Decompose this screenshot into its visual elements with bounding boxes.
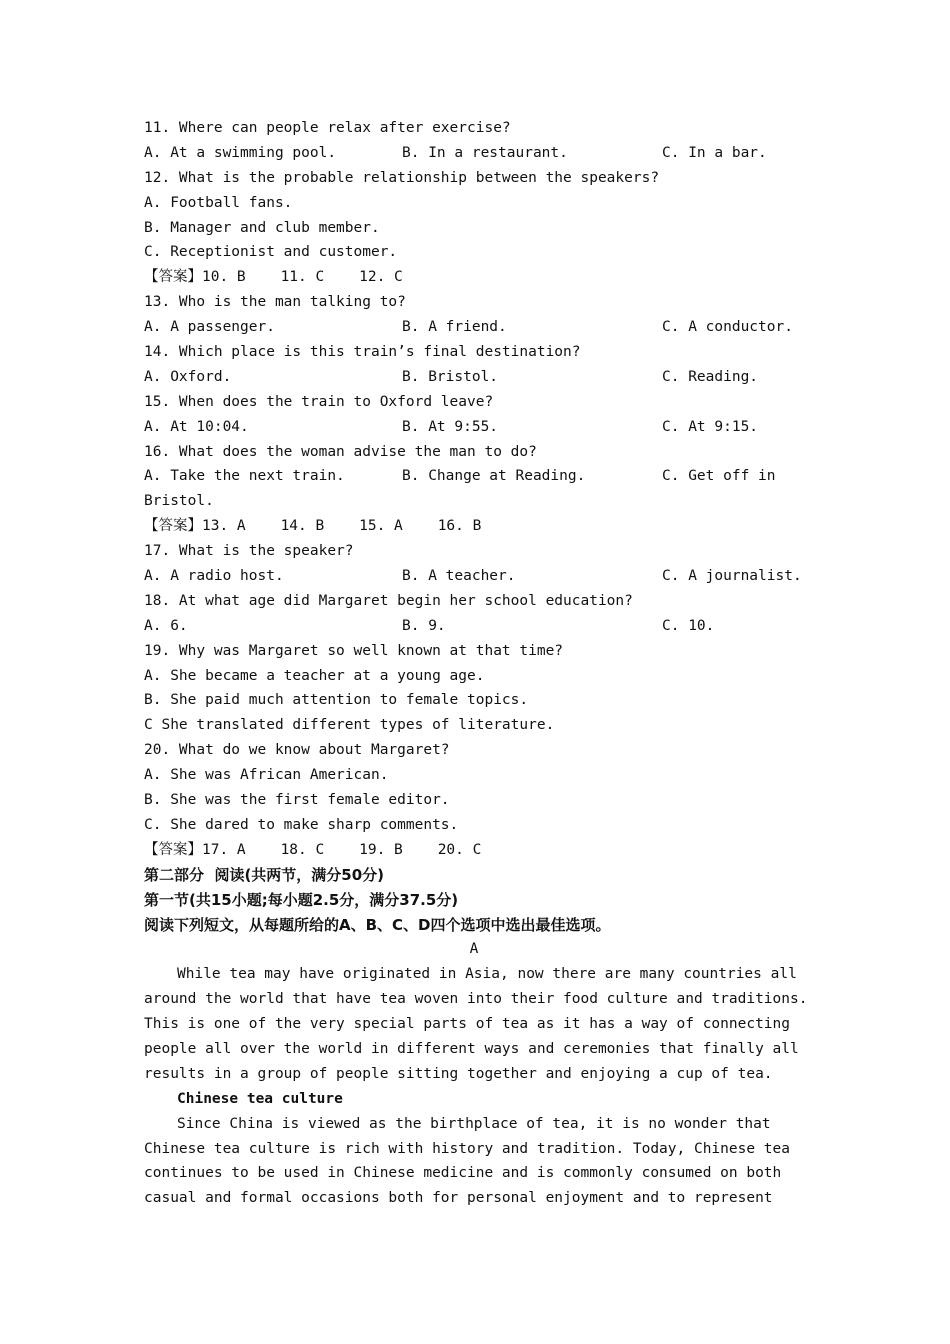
question-18-options — [144, 614, 804, 639]
section-heading: 第一节(共15小题;每小题2.5分，满分37.5分) — [144, 890, 459, 909]
option-c: C. A conductor. — [662, 319, 793, 336]
answer-key: 【答案】17. A 18. C 19. B 20. C — [144, 841, 482, 858]
option-c-continued: Bristol. — [144, 493, 214, 510]
answer-key: 【答案】10. B 11. C 12. C — [144, 269, 403, 286]
option-c: C. 10. — [662, 617, 715, 634]
option-a: A. A radio host. — [144, 568, 284, 585]
option-a: A. She became a teacher at a young age. — [144, 667, 485, 684]
option-a: A. At 10:04. — [144, 418, 249, 435]
question-13-options — [144, 315, 804, 340]
question-15-options — [144, 415, 804, 440]
option-c: C. Reading. — [662, 368, 759, 385]
question-12: 12. What is the probable relationship between the speakers? — [144, 169, 660, 186]
option-a: A. Oxford. — [144, 368, 232, 385]
answer-key: 【答案】13. A 14. B 15. A 16. B — [144, 518, 482, 535]
option-a: A. A passenger. — [144, 319, 275, 336]
question-16-options — [144, 464, 804, 489]
option-b: B. In a restaurant. — [402, 144, 568, 161]
paragraph-line: people all over the world in different ways and ceremonies that finally all — [144, 1040, 799, 1057]
instructions: 阅读下列短文，从每题所给的A、B、C、D四个选项中选出最佳选项。 — [144, 915, 611, 934]
question-15: 15. When does the train to Oxford leave? — [144, 393, 494, 410]
option-b: B. A teacher. — [402, 568, 516, 585]
option-a: A. Take the next train. — [144, 468, 345, 485]
subheading: Chinese tea culture — [177, 1090, 343, 1107]
option-c: C. At 9:15. — [662, 418, 759, 435]
document-page — [144, 116, 808, 1211]
paragraph-line: casual and formal occasions both for personal enjoyment and to represent — [144, 1190, 773, 1207]
question-16: 16. What does the woman advise the man to do? — [144, 443, 537, 460]
option-a: A. At a swimming pool. — [144, 144, 337, 161]
part-heading: 第二部分 阅读(共两节，满分50分) — [144, 865, 385, 884]
option-b: B. She was the first female editor. — [144, 792, 450, 809]
paragraph-line: around the world that have tea woven into their food culture and traditions. — [144, 991, 808, 1008]
option-b: B. Change at Reading. — [402, 468, 586, 485]
option-c: C. Receptionist and customer. — [144, 244, 398, 261]
option-c: C. Get off in — [662, 468, 776, 485]
paragraph-line: Chinese tea culture is rich with history and tradition. Today, Chinese tea — [144, 1140, 791, 1157]
option-a: A. She was African American. — [144, 767, 389, 784]
option-a: A. Football fans. — [144, 194, 293, 211]
option-b: B. Manager and club member. — [144, 219, 380, 236]
question-11-options — [144, 141, 804, 166]
option-a: A. 6. — [144, 617, 188, 634]
passage-title: A — [469, 941, 479, 958]
option-b: B. She paid much attention to female topics. — [144, 692, 529, 709]
paragraph-line: Since China is viewed as the birthplace of tea, it is no wonder that — [177, 1115, 771, 1132]
question-20: 20. What do we know about Margaret? — [144, 742, 450, 759]
paragraph-line: results in a group of people sitting together and enjoying a cup of tea. — [144, 1065, 773, 1082]
option-b: B. At 9:55. — [402, 418, 499, 435]
question-19: 19. Why was Margaret so well known at that time? — [144, 642, 564, 659]
option-c: C. She dared to make sharp comments. — [144, 816, 459, 833]
question-11: 11. Where can people relax after exercise? — [144, 120, 511, 136]
question-13: 13. Who is the man talking to? — [144, 294, 406, 311]
option-b: B. 9. — [402, 617, 446, 634]
option-b: B. Bristol. — [402, 368, 499, 385]
option-c: C She translated different types of literature. — [144, 717, 555, 734]
question-18: 18. At what age did Margaret begin her school education? — [144, 592, 633, 609]
question-17-options — [144, 564, 804, 589]
option-c: C. A journalist. — [662, 568, 802, 585]
paragraph-line: While tea may have originated in Asia, now there are many countries all — [177, 966, 797, 983]
question-14-options — [144, 365, 804, 390]
question-17: 17. What is the speaker? — [144, 543, 354, 560]
option-c: C. In a bar. — [662, 144, 767, 161]
paragraph-line: This is one of the very special parts of tea as it has a way of connecting — [144, 1016, 791, 1033]
option-b: B. A friend. — [402, 319, 507, 336]
paragraph-line: continues to be used in Chinese medicine and is commonly consumed on both — [144, 1165, 782, 1182]
question-14: 14. Which place is this train’s final destination? — [144, 344, 581, 361]
